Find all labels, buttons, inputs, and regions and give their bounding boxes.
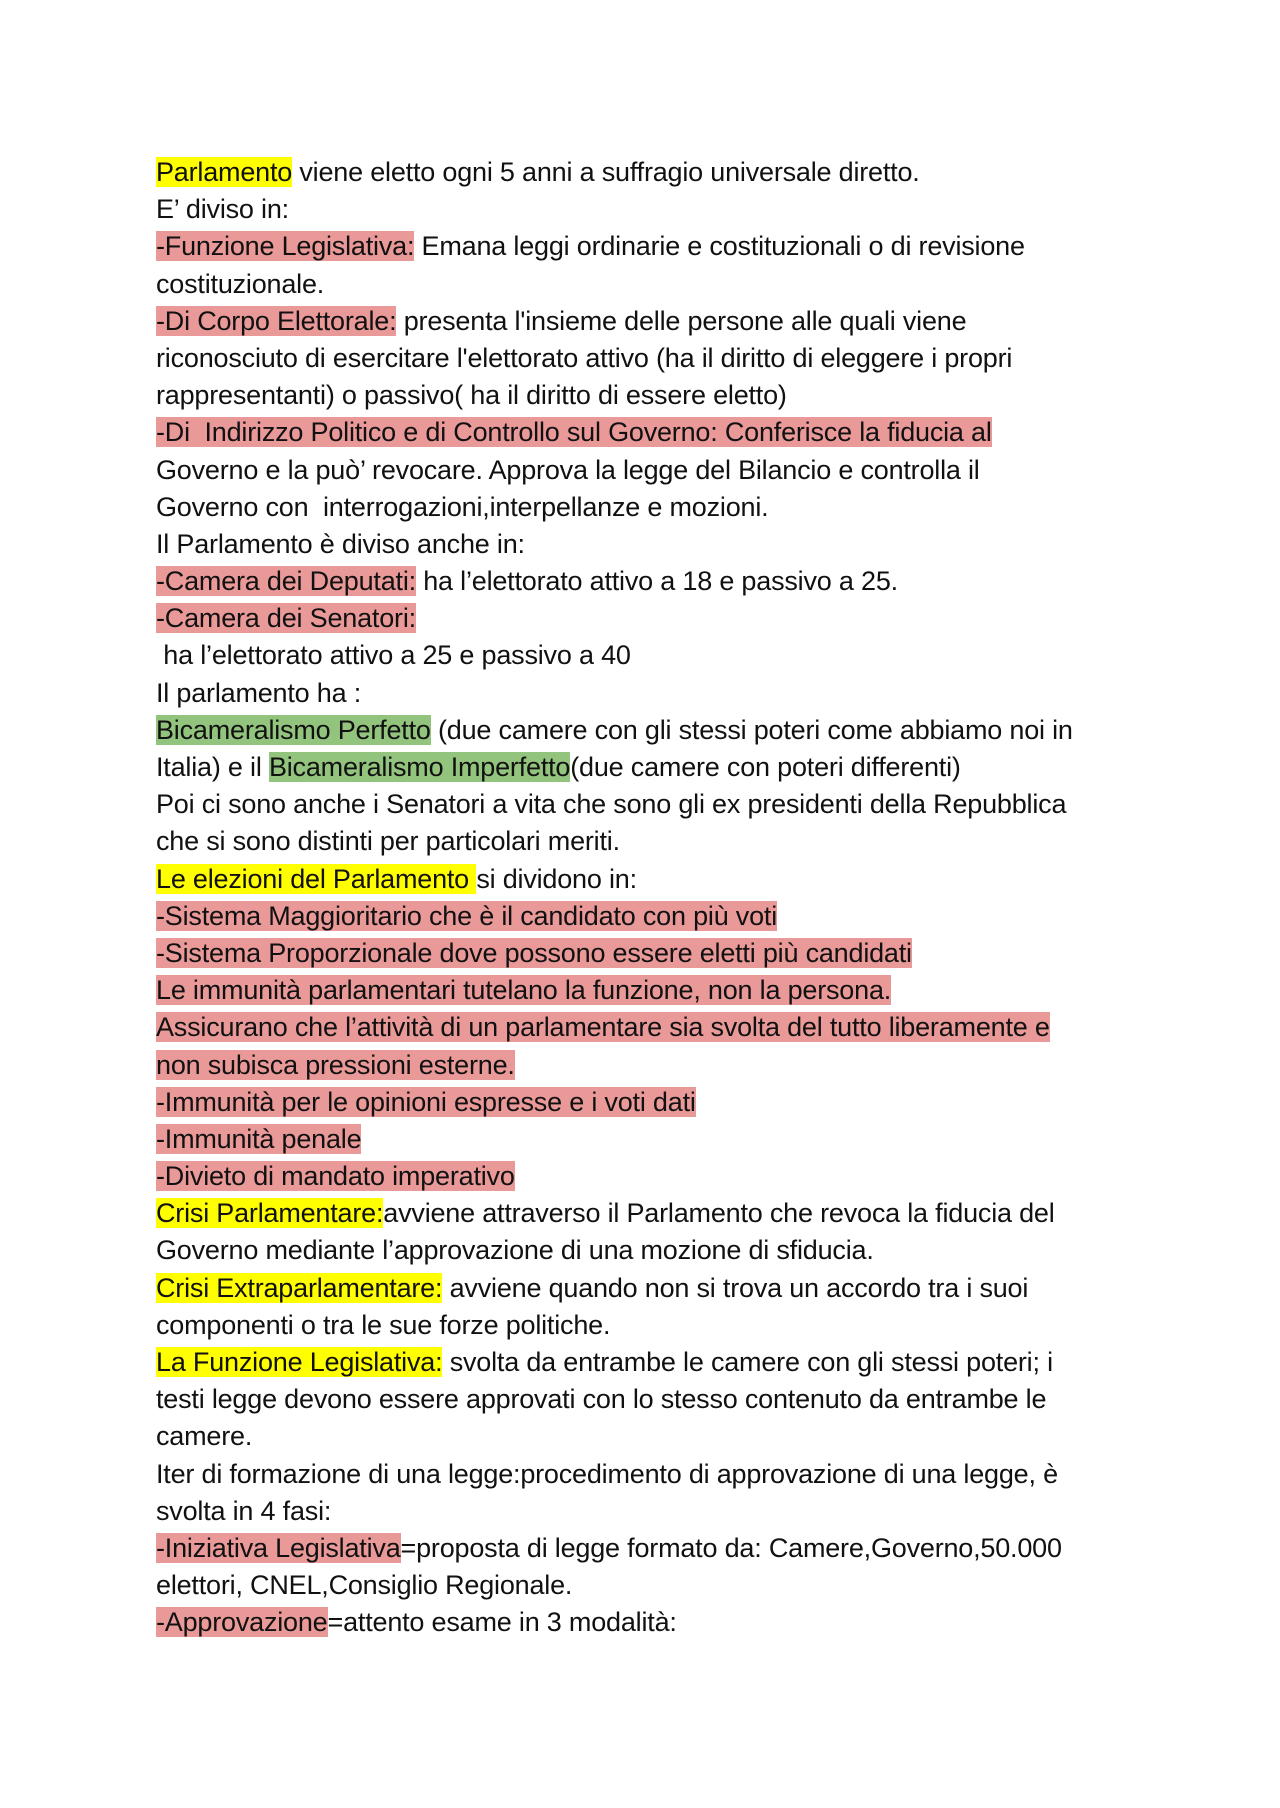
- text-segment: =attento esame in 3 modalità:: [327, 1607, 677, 1638]
- red-highlighted-text: -Camera dei Senatori:: [156, 603, 416, 634]
- yellow-highlighted-text: Le elezioni del Parlamento: [156, 863, 477, 894]
- text-segment: costituzionale.: [156, 268, 325, 299]
- text-line: [156, 1084, 1136, 1121]
- text-line: [156, 786, 1136, 823]
- text-line: [156, 1232, 1136, 1269]
- text-line: [156, 972, 1136, 1009]
- text-line: [156, 1418, 1136, 1455]
- text-line: [156, 1530, 1136, 1567]
- text-segment: ha l’elettorato attivo a 18 e passivo a 25.: [415, 566, 898, 597]
- text-segment: viene eletto ogni 5 anni a suffragio universale diretto.: [292, 157, 920, 187]
- text-segment: Governo e la può’ revocare. Approva la legge del Bilancio e controlla il: [156, 454, 980, 485]
- yellow-highlighted-text: Crisi Parlamentare:: [156, 1198, 384, 1229]
- text-line: [156, 1493, 1136, 1530]
- text-line: [156, 191, 1136, 228]
- text-line: [156, 898, 1136, 935]
- yellow-highlighted-text: Parlamento: [156, 157, 293, 187]
- text-segment: svolta in 4 fasi:: [156, 1495, 332, 1526]
- text-segment: riconosciuto di esercitare l'elettorato attivo (ha il diritto di eleggere i propri: [156, 342, 1013, 373]
- text-line: [156, 154, 1136, 191]
- text-line: [156, 563, 1136, 600]
- text-segment: presenta l'insieme delle persone alle quali viene: [396, 305, 967, 336]
- text-segment: si dividono in:: [476, 863, 637, 894]
- red-highlighted-text: -Sistema Proporzionale dove possono essere eletti più candidati: [156, 937, 912, 968]
- red-highlighted-text: non subisca pressioni esterne.: [156, 1049, 515, 1080]
- text-line: [156, 340, 1136, 377]
- text-line: [156, 637, 1136, 674]
- text-segment: svolta da entrambe le camere con gli stessi poteri; i: [442, 1347, 1053, 1377]
- text-segment: Poi ci sono anche i Senatori a vita che sono gli ex presidenti della Repubblica: [156, 789, 1067, 820]
- text-line: [156, 600, 1136, 637]
- text-line: [156, 303, 1136, 340]
- text-line: [156, 1047, 1136, 1084]
- text-segment: E’ diviso in:: [156, 194, 289, 225]
- yellow-highlighted-text: Crisi Extraparlamentare:: [156, 1272, 443, 1303]
- text-line: [156, 823, 1136, 860]
- red-highlighted-text: -Di Corpo Elettorale:: [156, 305, 397, 336]
- red-highlighted-text: -Immunità penale: [156, 1123, 362, 1154]
- document-body: [156, 154, 1136, 1642]
- text-segment: Emana leggi ordinarie e costituzionali o di revisione: [414, 231, 1025, 262]
- text-line: [156, 414, 1136, 451]
- text-line: [156, 1307, 1136, 1344]
- text-line: [156, 266, 1136, 303]
- text-line: [156, 1567, 1136, 1604]
- text-segment: Governo con interrogazioni,interpellanze e mozioni.: [156, 491, 769, 522]
- text-line: [156, 861, 1136, 898]
- text-line: [156, 526, 1136, 563]
- text-segment: Governo mediante l’approvazione di una mozione di sfiducia.: [156, 1235, 874, 1266]
- text-segment: che si sono distinti per particolari meriti.: [156, 826, 620, 857]
- text-line: [156, 452, 1136, 489]
- text-segment: (due camere con poteri differenti): [570, 752, 961, 782]
- text-segment: elettori, CNEL,Consiglio Regionale.: [156, 1570, 573, 1601]
- text-line: [156, 1121, 1136, 1158]
- text-line: [156, 675, 1136, 712]
- red-highlighted-text: -Sistema Maggioritario che è il candidato con più voti: [156, 900, 778, 931]
- text-line: [156, 749, 1136, 786]
- text-line: [156, 377, 1136, 414]
- red-highlighted-text: -Di Indirizzo Politico e di Controllo sul Governo: Conferisce la fiducia al: [156, 417, 992, 448]
- text-line: [156, 228, 1136, 265]
- green-highlighted-text: Bicameralismo Perfetto: [156, 714, 431, 745]
- text-line: [156, 1270, 1136, 1307]
- green-highlighted-text: Bicameralismo Imperfetto: [268, 752, 571, 782]
- text-segment: rappresentanti) o passivo( ha il diritto di essere eletto): [156, 380, 787, 411]
- text-segment: Il Parlamento è diviso anche in:: [156, 528, 525, 559]
- text-segment: avviene attraverso il Parlamento che revoca la fiducia del: [383, 1198, 1055, 1229]
- text-line: [156, 1604, 1136, 1641]
- text-line: [156, 1195, 1136, 1232]
- text-line: [156, 712, 1136, 749]
- red-highlighted-text: -Divieto di mandato imperativo: [156, 1161, 515, 1192]
- red-highlighted-text: -Camera dei Deputati:: [156, 566, 416, 597]
- text-segment: Il parlamento ha :: [156, 677, 362, 708]
- red-highlighted-text: -Iniziativa Legislativa: [156, 1532, 401, 1563]
- text-segment: avviene quando non si trova un accordo tra i suoi: [442, 1272, 1029, 1303]
- red-highlighted-text: Le immunità parlamentari tutelano la funzione, non la persona.: [156, 975, 892, 1006]
- text-segment: ha l’elettorato attivo a 25 e passivo a 40: [156, 640, 631, 671]
- text-line: [156, 1009, 1136, 1046]
- text-line: [156, 1381, 1136, 1418]
- red-highlighted-text: -Immunità per le opinioni espresse e i voti dati: [156, 1086, 696, 1117]
- text-segment: testi legge devono essere approvati con lo stesso contenuto da entrambe le: [156, 1384, 1047, 1415]
- text-line: [156, 1456, 1136, 1493]
- text-line: [156, 489, 1136, 526]
- text-segment: Italia) e il: [156, 752, 269, 782]
- text-line: [156, 1344, 1136, 1381]
- yellow-highlighted-text: La Funzione Legislativa:: [156, 1347, 443, 1377]
- text-segment: Iter di formazione di una legge:procedimento di approvazione di una legge, è: [156, 1458, 1058, 1489]
- text-line: [156, 1158, 1136, 1195]
- text-segment: (due camere con gli stessi poteri come abbiamo noi in: [430, 714, 1073, 745]
- text-segment: =proposta di legge formato da: Camere,Governo,50.000: [400, 1532, 1062, 1563]
- red-highlighted-text: Assicurano che l’attività di un parlamentare sia svolta del tutto liberamente e: [156, 1012, 1050, 1043]
- red-highlighted-text: -Funzione Legislativa:: [156, 231, 415, 262]
- text-line: [156, 935, 1136, 972]
- text-segment: componenti o tra le sue forze politiche.: [156, 1309, 611, 1340]
- red-highlighted-text: -Approvazione: [156, 1607, 328, 1638]
- text-segment: camere.: [156, 1421, 253, 1452]
